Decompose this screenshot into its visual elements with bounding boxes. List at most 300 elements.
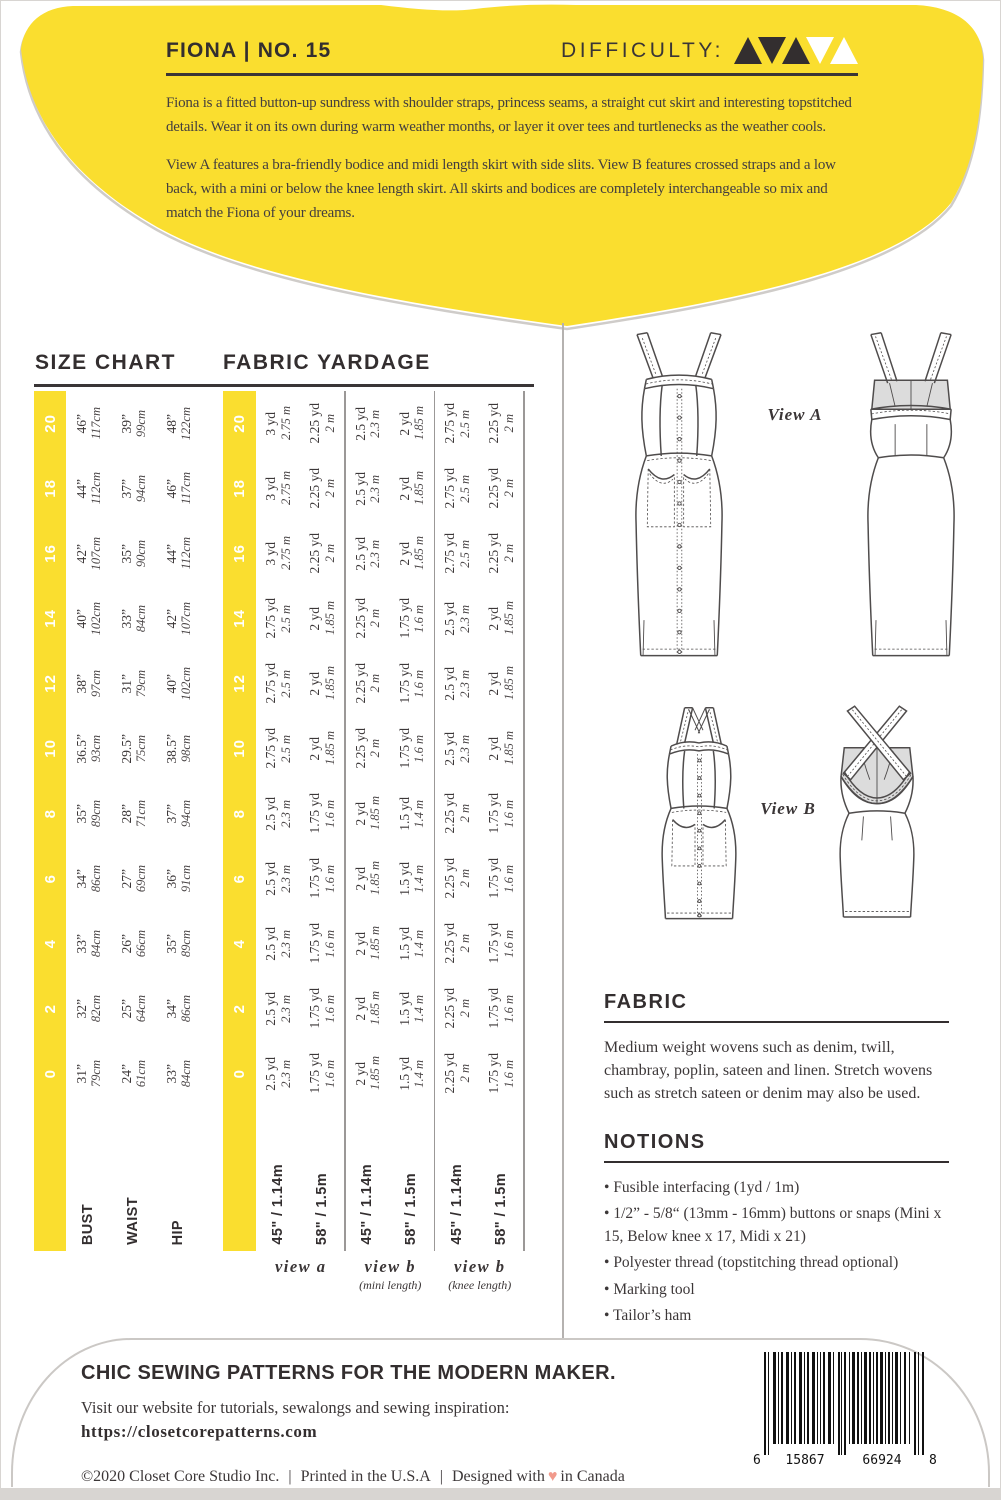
cell-metric-value: 1.85 m: [501, 666, 516, 701]
size-cell: [223, 586, 256, 651]
cell-metric-value: 1.4 m: [412, 1059, 426, 1088]
size-chart-title: SIZE CHART: [35, 351, 176, 374]
cell-metric-value: 1.85 m: [368, 926, 382, 961]
size-cell: [34, 586, 66, 651]
yardage-cell: [390, 846, 434, 911]
view-a-back-illustration: [841, 327, 981, 680]
cell-value: 33”: [73, 933, 89, 954]
notion-item: • 1/2” - 5/8“ (13mm - 16mm) buttons or snaps (Mini x 15, Below knee x 17, Midi x 21): [604, 1202, 949, 1249]
bottom-flap: [11, 1338, 990, 1487]
barcode: [752, 1352, 942, 1472]
yardage-cell: [390, 456, 434, 521]
size-cell: [34, 391, 66, 456]
cell-value: 38”: [73, 673, 89, 694]
cell-metric-value: 107cm: [179, 601, 193, 636]
cell-value: 4: [231, 938, 248, 949]
cell-metric-value: 2.5 m: [278, 669, 293, 698]
measurement-cell: [156, 846, 201, 911]
cell-metric-value: 1.6 m: [322, 864, 337, 893]
measurement-cell: [156, 651, 201, 716]
cell-metric-value: 2 m: [457, 869, 472, 888]
cell-metric-value: 2 m: [501, 479, 516, 498]
measurement-cell: [111, 391, 156, 456]
cell-value: 42”: [163, 608, 179, 629]
yardage-cell: [390, 976, 434, 1041]
yardage-cell: [390, 781, 434, 846]
cell-value: 2: [41, 1003, 59, 1014]
yardage-cell: [256, 1041, 300, 1106]
cell-metric-value: 2 m: [457, 1064, 472, 1083]
yardage-cell: [390, 1041, 434, 1106]
measurement-cell: [66, 976, 111, 1041]
barcode-digit-group: 8: [929, 1453, 937, 1468]
cell-value: 2.25 yd: [442, 858, 457, 899]
size-cell: [34, 976, 66, 1041]
cell-value: 18: [41, 479, 59, 498]
description-paragraph: View A features a bra-friendly bodice and midi length skirt with side slits. View B features crossed straps and a low back, with a mini or below the knee length skirt. All skirts and bodices are completely interchangeable so mix and match the Fiona of your dreams.: [166, 156, 836, 221]
size-cell: [34, 651, 66, 716]
view-length-qualifier: (mini length): [359, 1278, 422, 1292]
measurement-cell: [66, 651, 111, 716]
measurement-cell: [111, 976, 156, 1041]
cell-value: 2.5 yd: [442, 601, 457, 636]
cell-metric-value: 102cm: [179, 666, 193, 701]
cell-value: 34”: [163, 998, 179, 1019]
measurement-cell: [111, 911, 156, 976]
cell-value: 20: [231, 414, 248, 433]
cell-value: 37”: [118, 478, 134, 499]
cell-metric-value: 2 m: [457, 999, 472, 1018]
yardage-cell: [390, 521, 434, 586]
cell-metric-value: 1.6 m: [322, 994, 337, 1023]
materials-info: [604, 991, 949, 1330]
cell-value: 10: [41, 739, 59, 758]
cell-metric-value: 1.6 m: [501, 929, 516, 958]
yardage-cell: [300, 391, 344, 456]
cell-value: 44”: [163, 543, 179, 564]
cell-value: 42”: [73, 543, 89, 564]
table-column: [111, 391, 156, 1251]
cell-metric-value: 2.3 m: [278, 864, 293, 893]
cell-metric-value: 2.3 m: [368, 474, 382, 503]
cell-metric-value: 64cm: [134, 994, 148, 1023]
brand-tagline: CHIC SEWING PATTERNS FOR THE MODERN MAKER.: [81, 1362, 616, 1384]
cell-value: 2 yd: [307, 736, 322, 761]
cell-value: 2.5 yd: [263, 991, 278, 1026]
cell-metric-value: 84cm: [179, 1059, 193, 1088]
view-name: view b: [364, 1257, 417, 1276]
yardage-cell: [479, 846, 523, 911]
measurement-cell: [66, 911, 111, 976]
difficulty-meter: [738, 37, 858, 64]
cell-metric-value: 2 m: [368, 674, 382, 693]
table-column: [346, 391, 390, 1251]
cell-metric-value: 1.85 m: [322, 601, 337, 636]
size-cell: [223, 976, 256, 1041]
cell-metric-value: 2.5 m: [457, 474, 472, 503]
cell-value: 1.5 yd: [396, 991, 412, 1026]
yardage-cell: [435, 1041, 479, 1106]
cell-metric-value: 2 m: [322, 544, 337, 563]
cell-value: 18: [231, 479, 248, 498]
cell-value: 3 yd: [263, 411, 278, 436]
cell-metric-value: 1.85 m: [412, 406, 426, 441]
view-b-front-illustration: [639, 703, 759, 941]
cell-metric-value: 122cm: [179, 406, 193, 441]
cell-metric-value: 107cm: [89, 536, 103, 571]
cell-value: 46”: [73, 413, 89, 434]
measurement-cell: [156, 781, 201, 846]
cell-metric-value: 79cm: [134, 669, 148, 698]
cell-metric-value: 2.3 m: [457, 604, 472, 633]
view-length-qualifier: (knee length): [448, 1278, 512, 1292]
yardage-cell: [435, 651, 479, 716]
cell-value: 2.5 yd: [263, 926, 278, 961]
view-column-label: [346, 1257, 436, 1293]
cell-metric-value: 1.6 m: [412, 604, 426, 633]
yardage-cell: [346, 521, 390, 586]
cell-value: 8: [41, 808, 59, 819]
yardage-cell: [346, 716, 390, 781]
cell-value: 40”: [163, 673, 179, 694]
difficulty-label: DIFFICULTY:: [561, 38, 724, 62]
yardage-cell: [256, 651, 300, 716]
cell-metric-value: 91cm: [179, 864, 193, 893]
yardage-cell: [300, 976, 344, 1041]
yardage-cell: [479, 456, 523, 521]
cell-metric-value: 79cm: [89, 1059, 103, 1088]
notion-item: • Polyester thread (topstitching thread optional): [604, 1251, 949, 1274]
column-label: [223, 1106, 256, 1251]
cell-value: 2.75 yd: [263, 598, 278, 639]
view-column-label: [435, 1257, 525, 1293]
cell-metric-value: 1.6 m: [322, 929, 337, 958]
cell-metric-value: 1.6 m: [412, 734, 426, 763]
view-name: view a: [274, 1257, 327, 1276]
cell-metric-value: 86cm: [179, 994, 193, 1023]
cell-value: 25”: [118, 998, 134, 1019]
cell-metric-value: 2.3 m: [278, 929, 293, 958]
table-column: [479, 391, 523, 1251]
measurement-cell: [111, 716, 156, 781]
measurement-cell: [156, 586, 201, 651]
measurement-cell: [156, 1041, 201, 1106]
yardage-cell: [390, 651, 434, 716]
cell-value: 12: [41, 674, 59, 693]
cell-metric-value: 2 m: [457, 934, 472, 953]
cell-metric-value: 2.3 m: [278, 1059, 293, 1088]
measurement-cell: [66, 586, 111, 651]
illustrations-panel: [573, 327, 991, 971]
cell-value: 16: [41, 544, 59, 563]
size-cell: [223, 716, 256, 781]
measurement-cell: [156, 716, 201, 781]
cell-value: 2.25 yd: [352, 728, 368, 769]
view-a-front-illustration: [609, 327, 749, 680]
cell-metric-value: 117cm: [89, 407, 103, 440]
size-cell: [223, 846, 256, 911]
cell-metric-value: 2.5 m: [278, 604, 293, 633]
yardage-cell: [346, 391, 390, 456]
table-column: [223, 391, 256, 1251]
yardage-cell: [479, 586, 523, 651]
cell-value: 2 yd: [486, 606, 501, 631]
cell-metric-value: 1.85 m: [501, 731, 516, 766]
cell-metric-value: 2.3 m: [278, 994, 293, 1023]
size-cell: [34, 781, 66, 846]
cell-metric-value: 89cm: [179, 929, 193, 958]
cell-metric-value: 2.3 m: [457, 669, 472, 698]
cell-value: 2.5 yd: [263, 1056, 278, 1091]
cell-value: 0: [231, 1068, 248, 1079]
measurement-cell: [66, 846, 111, 911]
cell-value: 1.75 yd: [486, 988, 501, 1029]
cell-metric-value: 69cm: [134, 864, 148, 893]
canada-text: in Canada: [560, 1468, 625, 1485]
measurement-cell: [111, 651, 156, 716]
cell-value: 2.5 yd: [263, 796, 278, 831]
cell-value: 3 yd: [263, 541, 278, 566]
fabric-yardage-table: [223, 391, 525, 1251]
cell-value: 2 yd: [352, 801, 368, 826]
notions-section: [604, 1131, 949, 1328]
envelope-bottom-edge: [1, 1488, 1000, 1499]
cell-value: 2.75 yd: [442, 533, 457, 574]
table-top-rule: [34, 384, 534, 387]
yardage-cell: [435, 456, 479, 521]
yardage-cell: [435, 716, 479, 781]
cell-value: 1.75 yd: [396, 728, 412, 769]
measurement-cell: [66, 781, 111, 846]
cell-metric-value: 82cm: [89, 994, 103, 1023]
yardage-cell: [390, 391, 434, 456]
yardage-cell: [300, 1041, 344, 1106]
page-title: FIONA | NO. 15: [166, 38, 332, 62]
cell-metric-value: 2.5 m: [457, 539, 472, 568]
size-cell: [223, 781, 256, 846]
cell-metric-value: 102cm: [89, 601, 103, 636]
size-cell: [223, 456, 256, 521]
header-divider: [166, 73, 858, 76]
cell-metric-value: 1.6 m: [412, 669, 426, 698]
cell-value: 14: [41, 609, 59, 628]
measurement-cell: [66, 1041, 111, 1106]
cell-value: 10: [231, 739, 248, 758]
cell-metric-value: 2.3 m: [278, 799, 293, 828]
notion-item: • Tailor’s ham: [604, 1304, 949, 1327]
barcode-digit-group: 15867: [785, 1453, 825, 1468]
yardage-cell: [435, 911, 479, 976]
pattern-description: [166, 91, 858, 225]
cell-value: 2.5 yd: [442, 731, 457, 766]
cell-value: 2.25 yd: [442, 793, 457, 834]
cell-value: 2.5 yd: [263, 861, 278, 896]
cell-value: 28”: [118, 803, 134, 824]
cell-value: 24”: [118, 1063, 134, 1084]
cell-metric-value: 93cm: [89, 734, 103, 763]
yardage-cell: [479, 781, 523, 846]
copyright-text: ©2020 Closet Core Studio Inc.: [81, 1468, 280, 1485]
cell-metric-value: 1.85 m: [368, 991, 382, 1026]
column-label: 45" / 1.14m: [359, 1164, 376, 1245]
difficulty-rating: [561, 37, 858, 64]
measurement-cell: [111, 781, 156, 846]
cell-metric-value: 1.6 m: [501, 1059, 516, 1088]
cell-metric-value: 2 m: [322, 479, 337, 498]
cell-value: 4: [41, 938, 59, 949]
yardage-cell: [346, 911, 390, 976]
yardage-cell: [256, 716, 300, 781]
yardage-cell: [300, 456, 344, 521]
cell-value: 1.75 yd: [307, 858, 322, 899]
cell-value: 2.75 yd: [263, 663, 278, 704]
cell-value: 2.5 yd: [352, 406, 368, 441]
cell-value: 2.25 yd: [486, 533, 501, 574]
cell-value: 2.25 yd: [442, 1053, 457, 1094]
yardage-cell: [256, 781, 300, 846]
column-label: 58" / 1.5m: [492, 1172, 509, 1245]
cell-value: 0: [41, 1068, 59, 1079]
cell-value: 2 yd: [486, 736, 501, 761]
cell-value: 1.5 yd: [396, 926, 412, 961]
cell-metric-value: 2 m: [368, 739, 382, 758]
cell-metric-value: 90cm: [134, 539, 148, 568]
table-column: [300, 391, 344, 1251]
cell-metric-value: 84cm: [89, 929, 103, 958]
cell-value: 20: [41, 414, 59, 433]
notion-item: • Marking tool: [604, 1278, 949, 1301]
measurement-cell: [111, 521, 156, 586]
yardage-cell: [479, 1041, 523, 1106]
size-cell: [223, 1041, 256, 1106]
cell-metric-value: 1.85 m: [412, 471, 426, 506]
cell-value: 35”: [73, 803, 89, 824]
cell-metric-value: 1.4 m: [412, 864, 426, 893]
cell-value: 2.5 yd: [442, 666, 457, 701]
cell-value: 32”: [73, 998, 89, 1019]
cell-metric-value: 2.75 m: [278, 471, 293, 506]
cell-value: 8: [231, 808, 248, 819]
cell-value: 2.25 yd: [442, 988, 457, 1029]
measurement-cell: [66, 521, 111, 586]
cell-value: 2 yd: [307, 606, 322, 631]
cell-metric-value: 61cm: [134, 1059, 148, 1088]
cell-metric-value: 117cm: [179, 472, 193, 505]
cell-value: 2 yd: [486, 671, 501, 696]
cell-value: 1.75 yd: [396, 663, 412, 704]
yardage-cell: [256, 976, 300, 1041]
yardage-cell: [390, 716, 434, 781]
cell-value: 6: [41, 873, 59, 884]
view-b-label: View B: [760, 799, 816, 818]
cell-metric-value: 2 m: [457, 804, 472, 823]
column-label: WAIST: [125, 1197, 142, 1245]
cell-metric-value: 2.5 m: [278, 734, 293, 763]
yardage-cell: [256, 846, 300, 911]
cell-metric-value: 1.85 m: [501, 601, 516, 636]
column-label: 45" / 1.14m: [269, 1164, 286, 1245]
size-cell: [223, 911, 256, 976]
yardage-cell: [435, 586, 479, 651]
measurement-cell: [156, 391, 201, 456]
description-paragraph: Fiona is a fitted button-up sundress with shoulder straps, princess seams, a straight cut skirt and interesting topstitched details. Wear it on its own during warm weather months, or layer it over tees and turtlenecks as the weather cools.: [166, 94, 852, 135]
cell-metric-value: 1.85 m: [322, 731, 337, 766]
difficulty-empty-triangle-icon: [830, 37, 858, 64]
yardage-cell: [256, 456, 300, 521]
cell-value: 35”: [118, 543, 134, 564]
table-column: [156, 391, 201, 1251]
cell-value: 2.5 yd: [352, 536, 368, 571]
yardage-cell: [479, 716, 523, 781]
fabric-heading: FABRIC: [604, 991, 949, 1023]
cell-value: 1.75 yd: [396, 598, 412, 639]
fabric-yardage-title: FABRIC YARDAGE: [223, 351, 431, 374]
fabric-body: Medium weight wovens such as denim, twill, chambray, poplin, sateen and linen. Stretch wovens such as stretch sateen or denim may also be used.: [604, 1039, 933, 1103]
measurement-cell: [111, 846, 156, 911]
cell-value: 2 yd: [352, 931, 368, 956]
column-label: BUST: [80, 1203, 97, 1245]
yardage-cell: [300, 781, 344, 846]
cell-value: 2.25 yd: [307, 533, 322, 574]
cell-value: 31”: [73, 1063, 89, 1084]
barcode-digit-group: 6: [753, 1453, 761, 1468]
cell-metric-value: 2.3 m: [457, 734, 472, 763]
website-url[interactable]: https://closetcorepatterns.com: [81, 1422, 318, 1441]
view-labels-row: [256, 1257, 525, 1293]
cell-value: 1.5 yd: [396, 861, 412, 896]
cell-value: 2 yd: [396, 411, 412, 436]
cell-value: 39”: [118, 413, 134, 434]
credits-line: ©2020 Closet Core Studio Inc. | Printed in the U.S.A | Designed with ♥ in Canada: [81, 1468, 625, 1485]
table-column: [256, 391, 300, 1251]
cell-metric-value: 94cm: [179, 799, 193, 828]
yardage-cell: [479, 911, 523, 976]
cell-value: 31”: [118, 673, 134, 694]
cell-value: 35”: [163, 933, 179, 954]
panel-divider: [562, 323, 564, 1345]
heart-icon: ♥: [547, 1468, 558, 1485]
table-column: [66, 391, 111, 1251]
cell-metric-value: 2.5 m: [457, 409, 472, 438]
cell-value: 2.25 yd: [486, 468, 501, 509]
cell-metric-value: 66cm: [134, 929, 148, 958]
cell-metric-value: 1.4 m: [412, 929, 426, 958]
measurement-cell: [111, 456, 156, 521]
cell-value: 33”: [163, 1063, 179, 1084]
cell-value: 2.25 yd: [352, 663, 368, 704]
cell-value: 2 yd: [352, 866, 368, 891]
yardage-cell: [256, 391, 300, 456]
cell-value: 1.75 yd: [307, 988, 322, 1029]
cell-value: 2: [231, 1003, 248, 1014]
cell-metric-value: 2 m: [322, 414, 337, 433]
cell-value: 1.75 yd: [486, 793, 501, 834]
cell-value: 36.5”: [73, 733, 89, 764]
cell-value: 27”: [118, 868, 134, 889]
table-column: [435, 391, 479, 1251]
yardage-cell: [300, 521, 344, 586]
cell-metric-value: 1.6 m: [322, 1059, 337, 1088]
size-cell: [34, 1041, 66, 1106]
cell-value: 44”: [73, 478, 89, 499]
yardage-cell: [435, 521, 479, 586]
yardage-cell: [300, 651, 344, 716]
cell-metric-value: 1.6 m: [322, 799, 337, 828]
size-cell: [34, 521, 66, 586]
yardage-cell: [256, 586, 300, 651]
cell-value: 2 yd: [352, 996, 368, 1021]
cell-value: 2.25 yd: [352, 598, 368, 639]
